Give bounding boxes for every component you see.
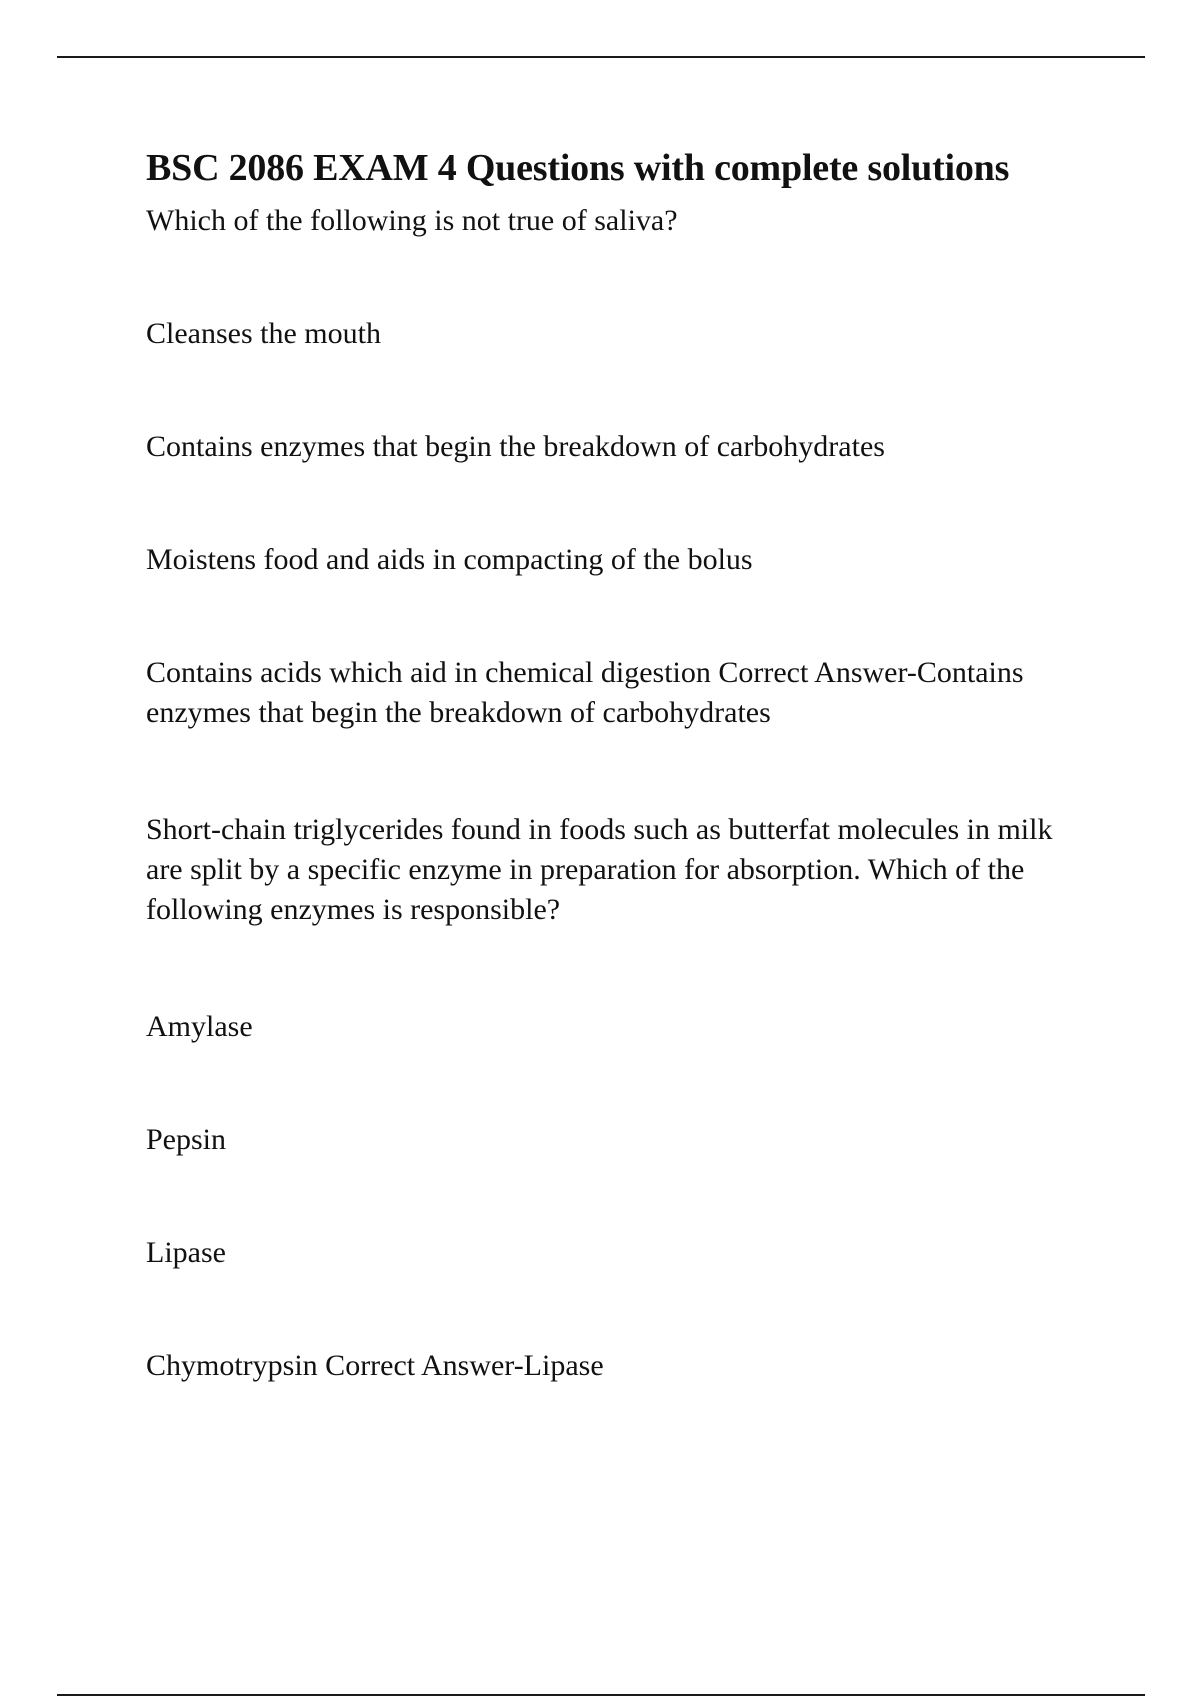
question-2-option: Amylase bbox=[146, 1010, 253, 1043]
question-1-option: Moistens food and aids in compacting of the bolus bbox=[146, 543, 753, 576]
question-2-option-with-answer: Chymotrypsin Correct Answer-Lipase bbox=[146, 1349, 604, 1382]
question-1-option: Cleanses the mouth bbox=[146, 317, 381, 350]
question-2-option: Lipase bbox=[146, 1236, 226, 1269]
question-1-option: Contains enzymes that begin the breakdown of carbohydrates bbox=[146, 430, 885, 463]
question-2-option: Pepsin bbox=[146, 1123, 227, 1156]
document-title: BSC 2086 EXAM 4 Questions with complete solutions bbox=[146, 147, 1010, 189]
top-divider bbox=[57, 56, 1145, 58]
question-1-prompt: Which of the following is not true of saliva? bbox=[146, 204, 678, 237]
question-2-prompt: Short-chain triglycerides found in foods such as butterfat molecules in milk are split by a specific enzyme in preparation for absorption. Which of the following enzymes is responsible? bbox=[146, 813, 1053, 926]
bottom-divider bbox=[57, 1694, 1145, 1696]
question-1-option-with-answer: Contains acids which aid in chemical digestion Correct Answer-Contains enzymes that begin the breakdown of carbohydrates bbox=[146, 656, 1024, 729]
document-body bbox=[146, 142, 1096, 1386]
